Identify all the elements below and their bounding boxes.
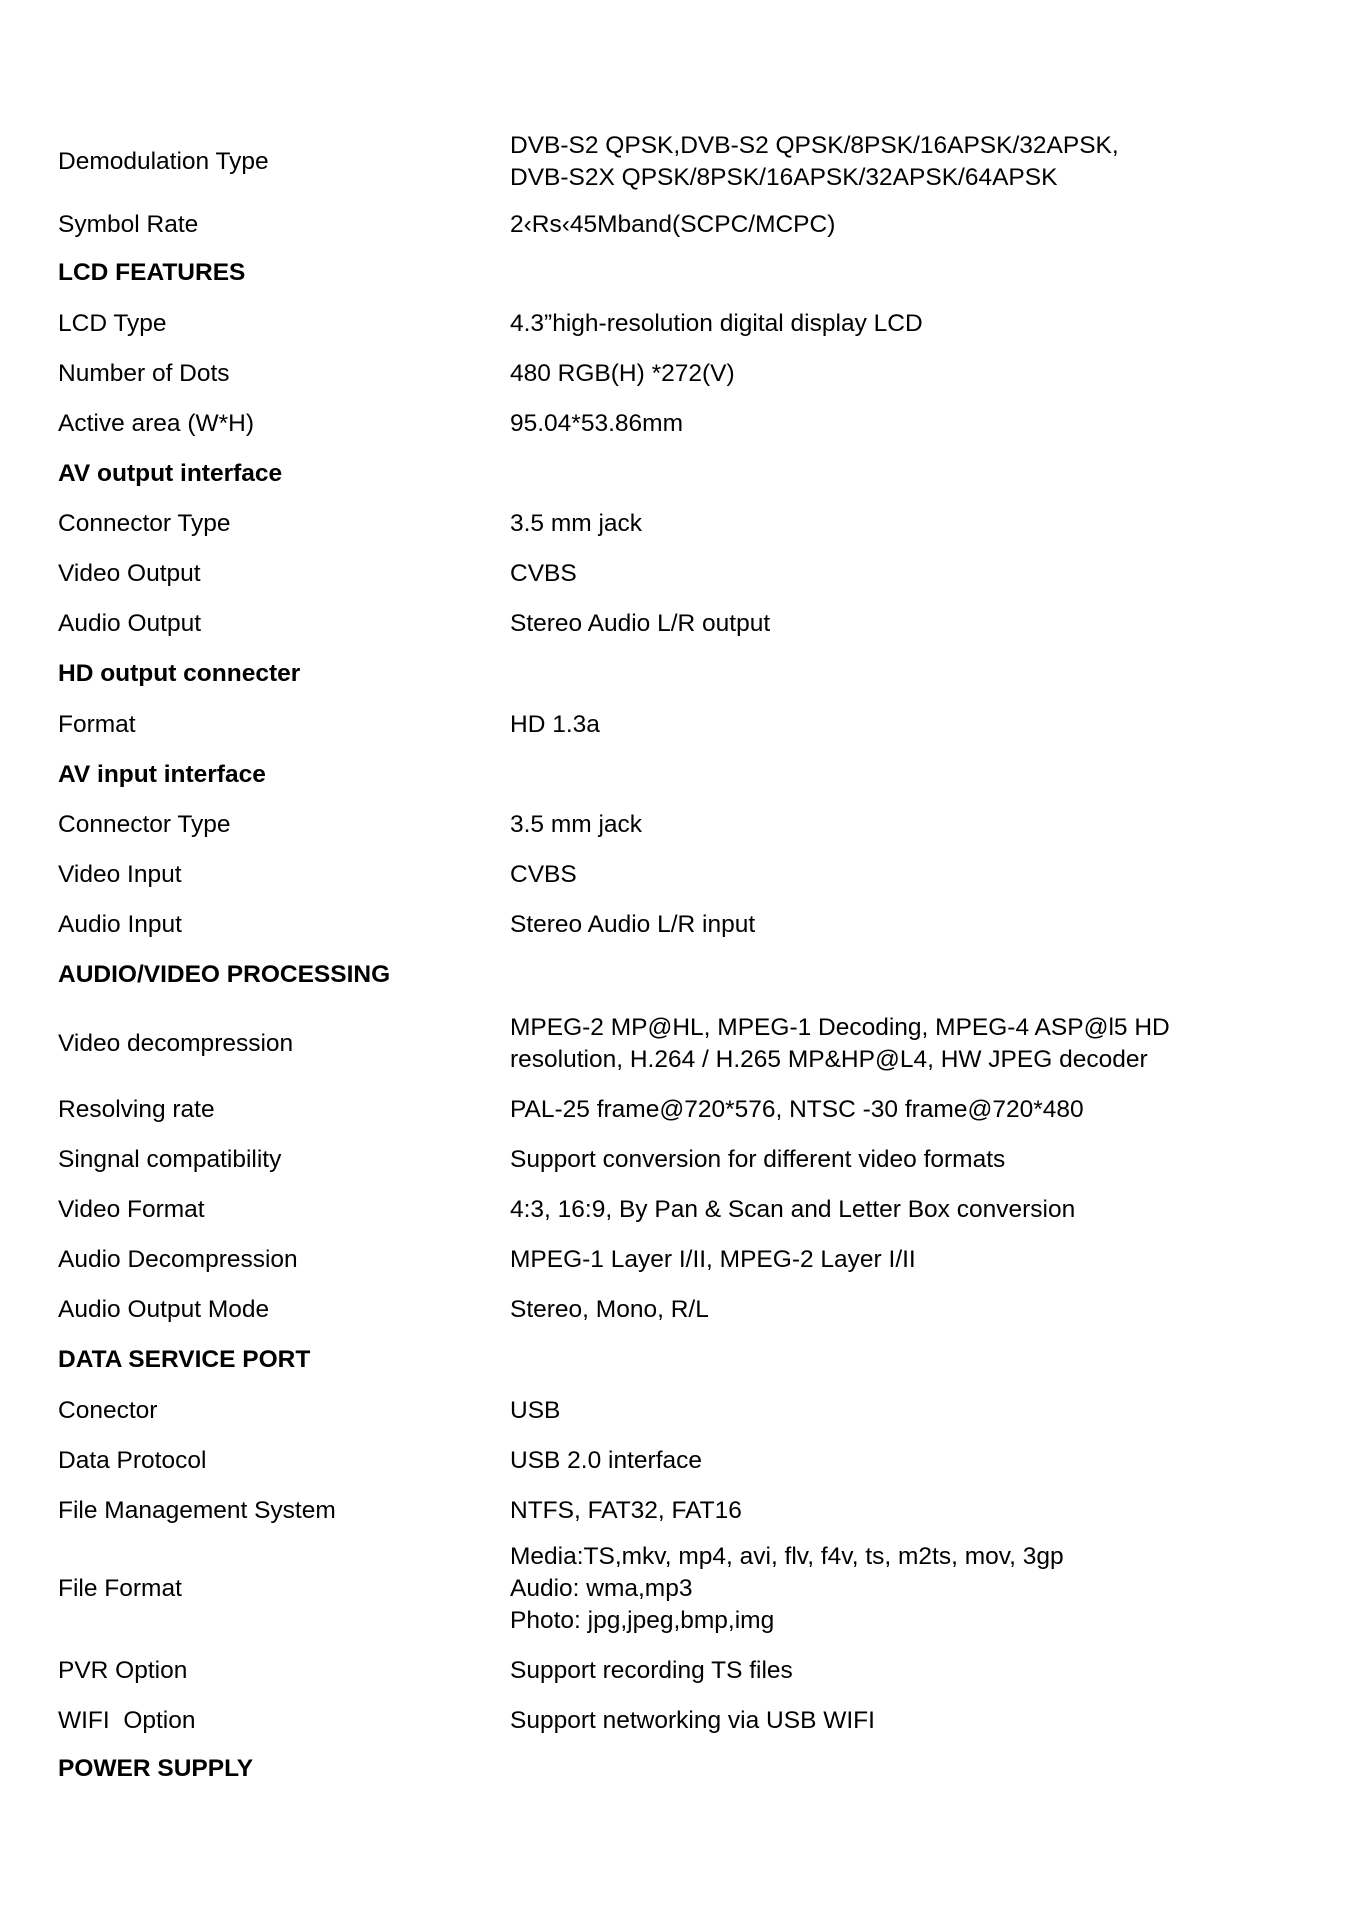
spec-label: Data Protocol <box>58 1447 207 1474</box>
spec-label: Connector Type <box>58 510 231 537</box>
spec-label: Active area (W*H) <box>58 410 255 437</box>
spec-value: Support recording TS files <box>510 1657 793 1684</box>
spec-value: 3.5 mm jack <box>510 811 643 838</box>
spec-value: HD 1.3a <box>510 711 600 738</box>
spec-value: USB 2.0 interface <box>510 1447 703 1474</box>
spec-value-line: resolution, H.264 / H.265 MP&HP@L4, HW JPEG decoder <box>510 1046 1148 1073</box>
spec-value: CVBS <box>510 560 577 587</box>
spec-row-file-format <box>58 1541 1298 1637</box>
spec-label: Audio Input <box>58 911 182 938</box>
spec-value: 4:3, 16:9, By Pan & Scan and Letter Box conversion <box>510 1196 1076 1223</box>
spec-value: PAL-25 frame@720*576, NTSC -30 frame@720*480 <box>510 1096 1084 1123</box>
spec-value-line: Audio: wma,mp3 <box>510 1575 693 1602</box>
spec-label: LCD Type <box>58 310 167 337</box>
spec-label: Number of Dots <box>58 360 230 387</box>
spec-value: Stereo Audio L/R output <box>510 610 771 637</box>
spec-value: Support networking via USB WIFI <box>510 1707 875 1734</box>
spec-label: Video Output <box>58 560 201 587</box>
spec-value: 3.5 mm jack <box>510 510 643 537</box>
spec-label: Audio Output Mode <box>58 1296 270 1323</box>
spec-value: NTFS, FAT32, FAT16 <box>510 1497 742 1524</box>
spec-label: Video Format <box>58 1196 205 1223</box>
spec-label: Connector Type <box>58 811 231 838</box>
spec-value: 95.04*53.86mm <box>510 410 683 437</box>
section-heading-hd-output: HD output connecter <box>58 660 301 687</box>
spec-label: PVR Option <box>58 1657 188 1684</box>
spec-value: 4.3”high-resolution digital display LCD <box>510 310 923 337</box>
spec-label: File Format <box>58 1575 182 1602</box>
section-heading-av-output: AV output interface <box>58 460 283 487</box>
spec-value: 480 RGB(H) *272(V) <box>510 360 735 387</box>
section-heading-data-service-port: DATA SERVICE PORT <box>58 1346 311 1373</box>
spec-row-demodulation-type <box>58 130 1298 194</box>
spec-label: Video Input <box>58 861 182 888</box>
section-heading-power-supply: POWER SUPPLY <box>58 1755 254 1782</box>
spec-label: Singnal compatibility <box>58 1146 282 1173</box>
spec-label: Resolving rate <box>58 1096 215 1123</box>
spec-label: WIFI Option <box>58 1707 196 1734</box>
spec-value: CVBS <box>510 861 577 888</box>
spec-label: Video decompression <box>58 1030 294 1057</box>
spec-value: Stereo Audio L/R input <box>510 911 756 938</box>
section-heading-av-input: AV input interface <box>58 761 266 788</box>
spec-label: Format <box>58 711 136 738</box>
spec-value <box>510 1541 1064 1637</box>
spec-label: Conector <box>58 1397 158 1424</box>
spec-value: 2‹Rs‹45Mband(SCPC/MCPC) <box>510 211 836 238</box>
spec-value <box>510 130 1119 194</box>
spec-value: MPEG-1 Layer I/II, MPEG-2 Layer I/II <box>510 1246 916 1273</box>
spec-value-line: Media:TS,mkv, mp4, avi, flv, f4v, ts, m2ts, mov, 3gp <box>510 1543 1064 1570</box>
spec-value: Stereo, Mono, R/L <box>510 1296 709 1323</box>
spec-label: Demodulation Type <box>58 148 269 175</box>
spec-row-video-decompression <box>58 1012 1298 1076</box>
spec-label: File Management System <box>58 1497 336 1524</box>
spec-value-line: DVB-S2 QPSK,DVB-S2 QPSK/8PSK/16APSK/32APSK, <box>510 132 1119 159</box>
spec-value: Support conversion for different video formats <box>510 1146 1006 1173</box>
spec-label: Audio Output <box>58 610 202 637</box>
spec-label: Audio Decompression <box>58 1246 298 1273</box>
spec-value-line: DVB-S2X QPSK/8PSK/16APSK/32APSK/64APSK <box>510 164 1058 191</box>
spec-value <box>510 1012 1170 1076</box>
spec-label: Symbol Rate <box>58 211 199 238</box>
spec-value-line: MPEG-2 MP@HL, MPEG-1 Decoding, MPEG-4 ASP@l5 HD <box>510 1014 1170 1041</box>
spec-value-line: Photo: jpg,jpeg,bmp,img <box>510 1607 775 1634</box>
spec-value: USB <box>510 1397 561 1424</box>
section-heading-lcd-features: LCD FEATURES <box>58 259 246 286</box>
section-heading-av-processing: AUDIO/VIDEO PROCESSING <box>58 961 391 988</box>
